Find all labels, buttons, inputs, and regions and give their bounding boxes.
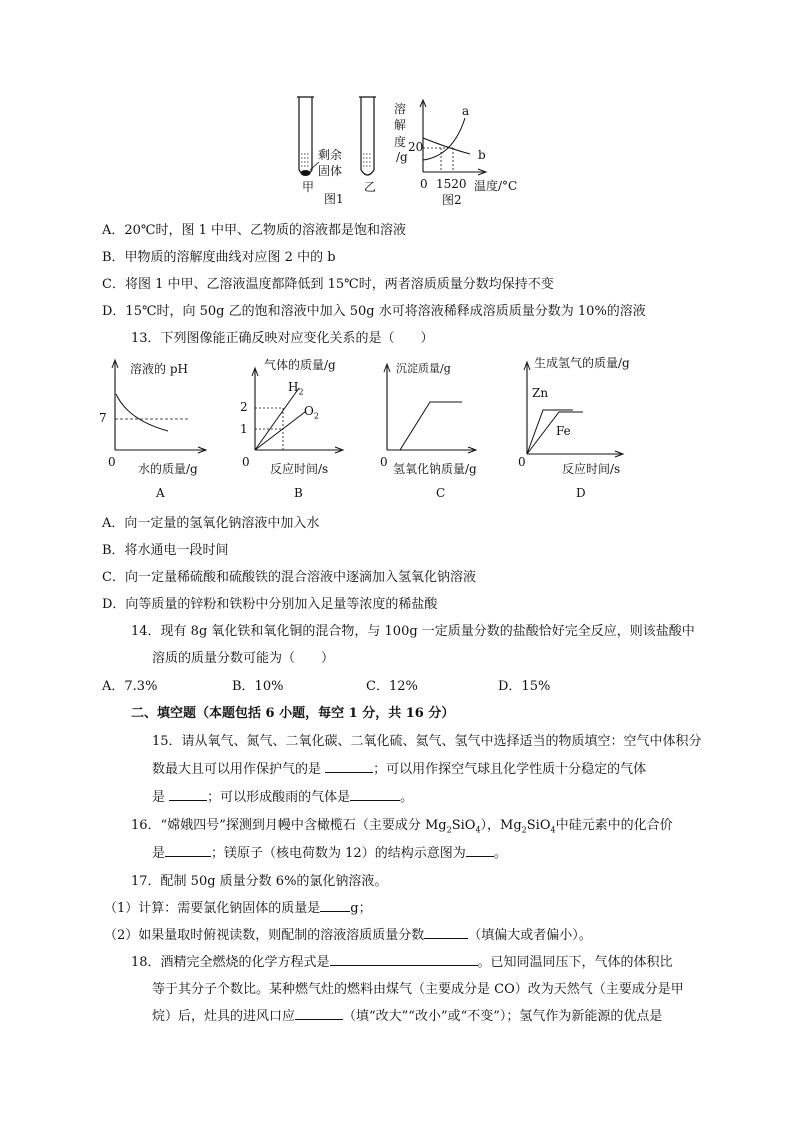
q17-part1: （1）计算：需要氯化钠固体的质量是 g； (104, 901, 372, 916)
graph-c-caption: C (436, 486, 446, 500)
fig2-x0: 0 (420, 177, 428, 191)
fig2-y20: 20 (408, 140, 424, 154)
q15-blank-1[interactable] (325, 760, 373, 773)
graph-c-line (400, 402, 462, 450)
graph-c-xlabel: 氢氧化钠质量/g (393, 462, 477, 476)
graph-a-tick-7: 7 (99, 411, 107, 425)
q13-option-c: C．向一定量稀硫酸和硫酸铁的混合溶液中逐滴加入氢氧化钠溶液 (102, 570, 476, 585)
q18-line2: 等于其分子个数比。某种燃气灶的燃料由煤气（主要成分是 CO）改为天然气（主要成分是甲 (152, 982, 684, 997)
graph-d (521, 360, 625, 458)
q17-blank-1[interactable] (320, 899, 350, 912)
q13-option-a: A．向一定量的氢氧化钠溶液中加入水 (102, 516, 320, 531)
graph-b-tick-2: 2 (240, 400, 248, 414)
section-2-heading: 二、填空题（本题包括 6 小题，每空 1 分，共 16 分） (131, 706, 455, 721)
graph-a-caption: A (156, 486, 165, 500)
q17-blank-2[interactable] (424, 926, 468, 939)
tube-a-label: 甲 (302, 180, 315, 194)
label-zn: Zn (532, 386, 549, 400)
q13-option-b: B．将水通电一段时间 (102, 543, 229, 558)
graph-a-curve (116, 394, 168, 431)
figure-2-plot (408, 98, 488, 178)
q18-blank-1[interactable] (330, 953, 478, 966)
fig2-caption: 图2 (442, 193, 462, 207)
q15-line1: 15．请从氧气、氮气、二氧化碳、二氧化硫、氦气、氢气中选择适当的物质填空：空气中体积分 (152, 734, 702, 749)
graph-b-xlabel: 反应时间/s (270, 462, 329, 476)
line-o2 (255, 412, 305, 450)
label-h2: $H_2$ (288, 380, 304, 397)
graph-b-ylabel: 气体的质量/g (264, 358, 336, 372)
test-tube-b (359, 97, 376, 175)
q16-blank-1[interactable] (165, 844, 211, 857)
q14-stem-line2: 溶质的质量分数可能为（ ） (152, 651, 335, 666)
q16-blank-2[interactable] (466, 844, 494, 857)
fig2-xlabel: 温度/°C (474, 179, 518, 193)
graph-b-tick-1: 1 (240, 422, 248, 436)
graph-c-ylabel: 沉淀质量/g (396, 362, 451, 375)
fig2-ylabel-3: 度 (394, 135, 407, 149)
label-remaining: 剩余 (318, 148, 343, 162)
curve-a-label: a (462, 104, 470, 118)
q16-line1: 16．“嫦娥四号”探测到月幔中含橄榄石（主要成分 $Mg_2SiO_4$），$Mg_2SiO_4$中硅元素中的化合价 (131, 818, 673, 835)
graph-d-fe (527, 412, 583, 454)
graph-d-zero: 0 (518, 455, 526, 469)
graph-d-caption: D (576, 486, 586, 500)
graph-a-zero: 0 (108, 455, 116, 469)
q15-blank-3[interactable] (350, 788, 400, 801)
graph-c-zero: 0 (380, 455, 388, 469)
q14-stem-line1: 14．现有 8g 氧化铁和氧化铜的混合物，与 100g 一定质量分数的盐酸恰好完全反应，则该盐酸中 (131, 624, 695, 639)
q14-option-d: D．15% (498, 679, 551, 694)
q13-option-d: D．向等质量的锌粉和铁粉中分别加入足量等浓度的稀盐酸 (102, 597, 438, 612)
q14-option-b: B．10% (232, 679, 284, 694)
q15-line2: 数最大且可以用作保护气的是 ；可以用作探空气球且化学性质十分稳定的气体 (152, 762, 647, 777)
graph-d-xlabel: 反应时间/s (562, 462, 621, 476)
graph-b-caption: B (294, 486, 303, 500)
test-tube-a (297, 97, 319, 176)
q18-line3: 烷）后，灶具的进风口应 （填“改大”“改小”或“不变”）；氢气作为新能源的优点是 (152, 1009, 663, 1024)
q18-line1: 18．酒精完全燃烧的化学方程式是 。已知同温同压下，气体的体积比 (131, 955, 673, 970)
graph-b-zero: 0 (242, 455, 250, 469)
q14-option-c: C．12% (366, 679, 418, 694)
curve-b (423, 138, 470, 154)
q16-line2: 是 ；镁原子（核电荷数为 12）的结构示意图为 。 (152, 846, 507, 861)
graph-a-ylabel: 溶液的 pH (130, 362, 188, 376)
fig2-ylabel-4: /g (396, 150, 408, 164)
q13-stem: 13．下列图像能正确反映对应变化关系的是（ ） (131, 331, 434, 346)
curve-b-label: b (478, 148, 486, 162)
label-fe: Fe (556, 424, 571, 438)
q18-blank-2[interactable] (295, 1007, 343, 1020)
graph-d-ylabel: 生成氢气的质量/g (534, 356, 630, 370)
q12-option-a: A．20℃时，图 1 中甲、乙物质的溶液都是饱和溶液 (102, 223, 407, 238)
curve-a (423, 118, 465, 160)
fig1-caption: 图1 (324, 192, 344, 206)
q15-line3: 是 ；可以形成酸雨的气体是 。 (152, 790, 414, 805)
fig2-xticks: 1520 (436, 177, 467, 191)
q14-option-a: A．7.3% (102, 679, 158, 694)
graph-a-xlabel: 水的质量/g (138, 462, 198, 476)
q15-blank-2[interactable] (169, 788, 207, 801)
fig2-ylabel-1: 溶 (394, 102, 407, 116)
label-solid: 固体 (318, 164, 343, 178)
tube-b-label: 乙 (364, 180, 377, 194)
graph-c (380, 362, 480, 458)
label-o2: $O_2$ (304, 404, 319, 421)
line-h2 (255, 388, 299, 450)
q12-option-c: C．将图 1 中甲、乙溶液温度都降低到 15℃时，两者溶质质量分数均保持不变 (102, 277, 554, 292)
q12-option-d: D．15℃时，向 50g 乙的饱和溶液中加入 50g 水可将溶液稀释成溶质质量分数为 10%的溶液 (102, 304, 646, 319)
q17-stem: 17．配制 50g 质量分数 6%的氯化钠溶液。 (131, 874, 388, 889)
q17-part2: （2）如果量取时俯视读数，则配制的溶液溶质质量分数 （填偏大或者偏小）。 (104, 928, 592, 943)
q12-option-b: B．甲物质的溶解度曲线对应图 2 中的 b (102, 250, 336, 265)
fig2-ylabel-2: 解 (394, 118, 407, 132)
